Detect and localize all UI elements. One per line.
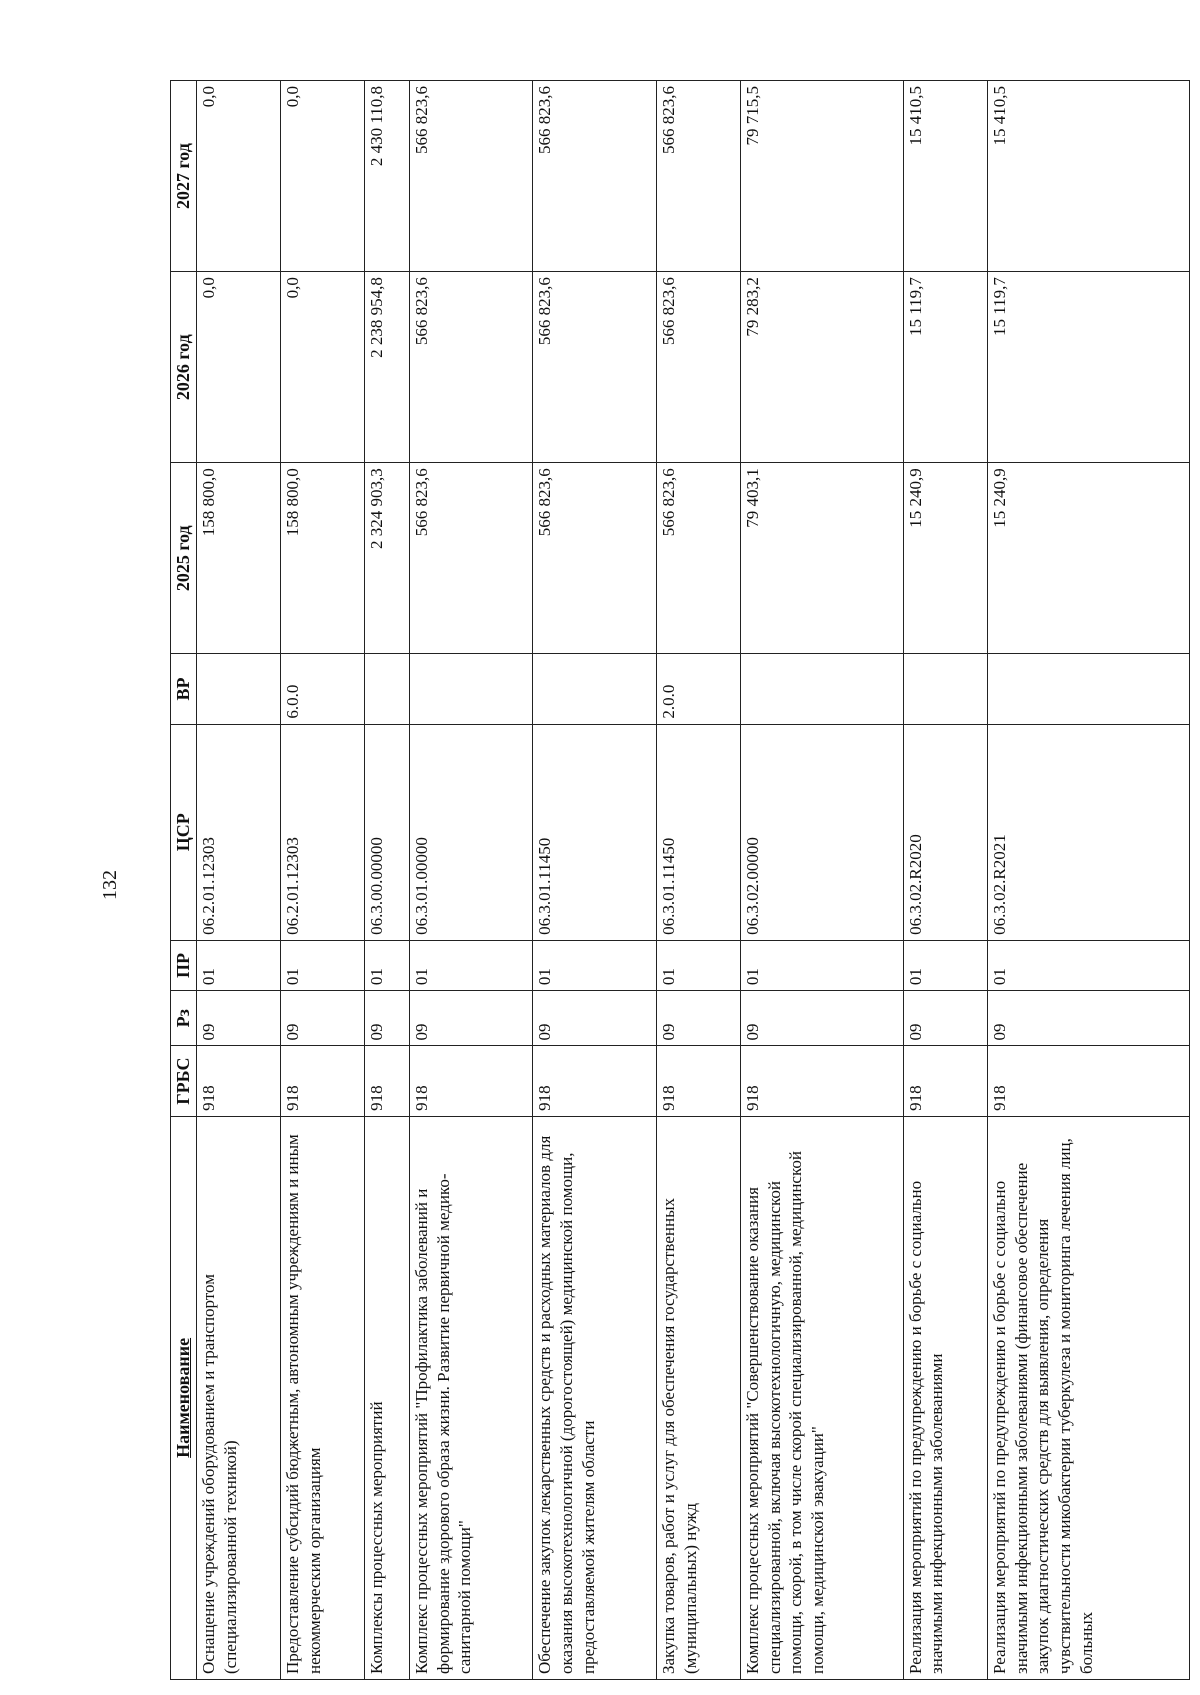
row-2027: 15 410,5 [903,81,987,272]
row-rz: 09 [197,991,281,1046]
row-csr: 06.3.01.11450 [656,724,740,940]
row-name: Закупка товаров, работ и услуг для обеспечения государственных (муниципальных) нужд [656,1116,740,1679]
row-2026: 15 119,7 [903,272,987,463]
row-2025: 566 823,6 [656,463,740,654]
row-pr: 01 [197,940,281,990]
row-pr: 01 [656,940,740,990]
row-2027: 566 823,6 [409,81,532,272]
row-csr: 06.3.01.00000 [409,724,532,940]
row-vr [533,654,656,724]
row-vr [409,654,532,724]
row-pr: 01 [365,940,410,990]
row-vr: 6.0.0 [281,654,365,724]
row-grbs: 918 [409,1046,532,1116]
rotated-budget-table-container [170,80,1190,1680]
row-vr [365,654,410,724]
row-rz: 09 [656,991,740,1046]
row-grbs: 918 [533,1046,656,1116]
row-2027: 15 410,5 [987,81,1189,272]
row-name: Комплекс процессных мероприятий "Профилактика заболеваний и формирование здорового образа жизни. Развитие первичной медико-санитарной помощи" [409,1116,532,1679]
row-2026: 15 119,7 [987,272,1189,463]
table-row [903,81,987,1680]
row-vr [987,654,1189,724]
row-vr [903,654,987,724]
row-name: Предоставление субсидий бюджетным, автономным учреждениям и иным некоммерческим организациям [281,1116,365,1679]
table-row [365,81,410,1680]
table-row [281,81,365,1680]
row-2026: 566 823,6 [533,272,656,463]
row-vr [197,654,281,724]
row-2025: 2 324 903,3 [365,463,410,654]
table-row [533,81,656,1680]
row-2026: 0,0 [197,272,281,463]
row-grbs: 918 [987,1046,1189,1116]
row-2027: 0,0 [197,81,281,272]
row-csr: 06.2.01.12303 [197,724,281,940]
header-vr: ВР [171,654,197,724]
row-rz: 09 [281,991,365,1046]
row-csr: 06.3.01.11450 [533,724,656,940]
row-grbs: 918 [656,1046,740,1116]
page-number: 132 [99,870,121,900]
table-row [656,81,740,1680]
row-2026: 0,0 [281,272,365,463]
row-rz: 09 [740,991,903,1046]
row-name: Комплексы процессных мероприятий [365,1116,410,1679]
row-2025: 158 800,0 [197,463,281,654]
row-csr: 06.2.01.12303 [281,724,365,940]
row-2025: 15 240,9 [987,463,1189,654]
table-row [409,81,532,1680]
row-rz: 09 [409,991,532,1046]
row-vr: 2.0.0 [656,654,740,724]
row-pr: 01 [533,940,656,990]
row-csr: 06.3.02.R2020 [903,724,987,940]
header-grbs: ГРБС [171,1046,197,1116]
row-vr [740,654,903,724]
row-grbs: 918 [197,1046,281,1116]
row-pr: 01 [903,940,987,990]
row-2027: 566 823,6 [533,81,656,272]
row-2027: 0,0 [281,81,365,272]
row-2026: 566 823,6 [656,272,740,463]
header-rz: Рз [171,991,197,1046]
table-row [740,81,903,1680]
row-2026: 2 238 954,8 [365,272,410,463]
row-grbs: 918 [365,1046,410,1116]
header-2027: 2027 год [171,81,197,272]
header-csr: ЦСР [171,724,197,940]
row-pr: 01 [281,940,365,990]
row-csr: 06.3.00.00000 [365,724,410,940]
header-2025: 2025 год [171,463,197,654]
header-pr: ПР [171,940,197,990]
row-pr: 01 [740,940,903,990]
row-2027: 566 823,6 [656,81,740,272]
header-name: Наименование [171,1116,197,1679]
row-grbs: 918 [903,1046,987,1116]
table-header-row [171,81,197,1680]
row-rz: 09 [987,991,1189,1046]
table-row [987,81,1189,1680]
row-2025: 158 800,0 [281,463,365,654]
row-2025: 566 823,6 [409,463,532,654]
row-name: Обеспечение закупок лекарственных средств и расходных материалов для оказания высокотехнологичной (дорогостоящей) медицинской помощи, предоставляемой жителям области [533,1116,656,1679]
row-rz: 09 [903,991,987,1046]
row-2026: 566 823,6 [409,272,532,463]
row-rz: 09 [533,991,656,1046]
row-2027: 79 715,5 [740,81,903,272]
row-name: Оснащение учреждений оборудованием и транспортом (специализированной техникой) [197,1116,281,1679]
row-name: Комплекс процессных мероприятий "Совершенствование оказания специализированной, включая высокотехнологичную, медицинской помощи, скорой, в том числе скорой специализированной, медицинской помощи, медицинской эвакуации" [740,1116,903,1679]
row-grbs: 918 [281,1046,365,1116]
row-grbs: 918 [740,1046,903,1116]
row-pr: 01 [409,940,532,990]
table-row [197,81,281,1680]
row-2026: 79 283,2 [740,272,903,463]
header-2026: 2026 год [171,272,197,463]
row-rz: 09 [365,991,410,1046]
row-2025: 566 823,6 [533,463,656,654]
budget-table [170,80,1190,1680]
row-pr: 01 [987,940,1189,990]
row-name: Реализация мероприятий по предупреждению и борьбе с социально значимыми инфекционными заболеваниями (финансовое обеспечение закупок диагностических средств для выявления, определения чувствительности микобактерии туберкулеза и мониторинга лечения лиц, больных [987,1116,1189,1679]
row-2027: 2 430 110,8 [365,81,410,272]
row-2025: 79 403,1 [740,463,903,654]
row-csr: 06.3.02.00000 [740,724,903,940]
row-name: Реализация мероприятий по предупреждению и борьбе с социально значимыми инфекционными заболеваниями [903,1116,987,1679]
row-csr: 06.3.02.R2021 [987,724,1189,940]
row-2025: 15 240,9 [903,463,987,654]
